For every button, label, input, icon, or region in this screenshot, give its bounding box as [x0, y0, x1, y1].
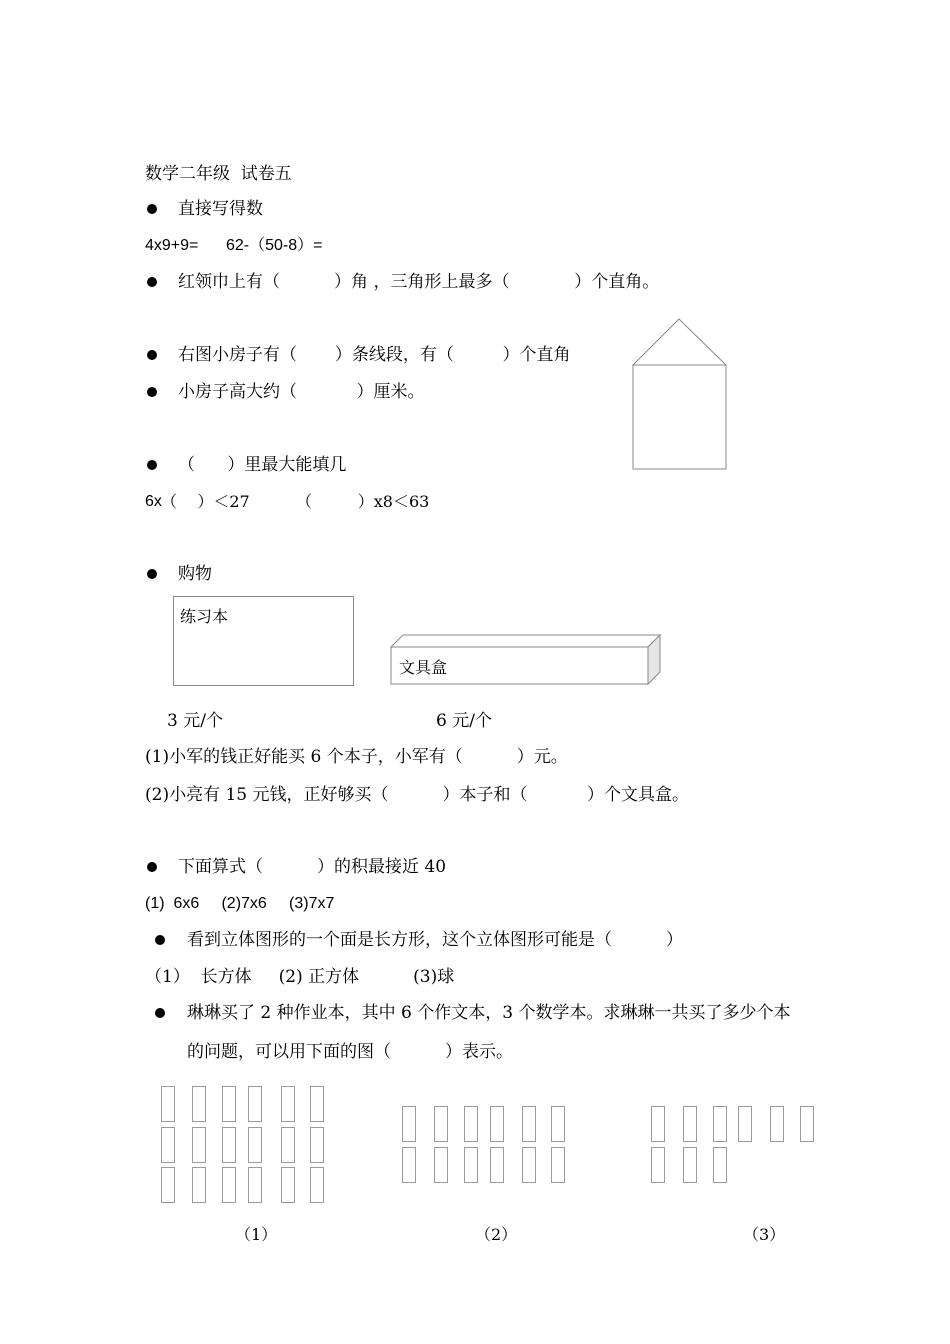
q6-sub1: (1)小军的钱正好能买 6 个本子，小军有（ ）元。 [145, 747, 568, 767]
q6-sub2: (2)小亮有 15 元钱，正好够买（ ）本子和（ ）个文具盒。 [145, 785, 689, 805]
q5-heading: （ ）里最大能填几 [178, 455, 347, 475]
q7-text: 下面算式（ ）的积最接近 40 [178, 857, 447, 877]
notebook-card [464, 1147, 478, 1183]
notebook-card [490, 1147, 504, 1183]
notebook-card [551, 1147, 565, 1183]
notebook-card [281, 1086, 295, 1122]
exercise-book-label: 练习本 [180, 607, 229, 626]
notebook-card [281, 1127, 295, 1163]
house-figure [632, 318, 732, 473]
notebook-card [651, 1106, 665, 1142]
notebook-card [161, 1167, 175, 1203]
figure-2-label: （2） [475, 1225, 518, 1244]
notebook-card [222, 1086, 236, 1122]
q1-heading: 直接写得数 [178, 199, 263, 219]
notebook-card [402, 1147, 416, 1183]
notebook-card [192, 1127, 206, 1163]
notebook-card [738, 1106, 752, 1142]
notebook-card [770, 1106, 784, 1142]
q5-ineq1: （ ）＜27 [161, 492, 250, 511]
bullet-icon [147, 204, 157, 214]
bullet-icon [147, 387, 157, 397]
exercise-book-price: 3 元/个 [167, 711, 223, 731]
q8-text: 看到立体图形的一个面是长方形，这个立体图形可能是（ ） [187, 930, 684, 950]
q9-text-line1: 琳琳买了 2 种作业本，其中 6 个作文本，3 个数学本。求琳琳一共买了多少个本 [187, 1003, 791, 1023]
notebook-card [713, 1147, 727, 1183]
q5-ineq1-prefix: 6x [145, 493, 162, 510]
notebook-card [522, 1106, 536, 1142]
notebook-card [310, 1167, 324, 1203]
bullet-icon [147, 460, 157, 470]
notebook-card [434, 1147, 448, 1183]
notebook-card [713, 1106, 727, 1142]
q1-expr2: 62-（50-8）= [226, 237, 323, 254]
figure-1-label: （1） [235, 1225, 278, 1244]
pencil-box-price: 6 元/个 [436, 711, 492, 731]
notebook-card [192, 1086, 206, 1122]
q7-options: (1) 6x6 (2)7x6 (3)7x7 [145, 895, 335, 912]
pencil-box-label: 文具盒 [399, 658, 448, 677]
notebook-card [464, 1106, 478, 1142]
notebook-card [281, 1167, 295, 1203]
q9-text-line2: 的问题，可以用下面的图（ ）表示。 [187, 1042, 514, 1062]
q8-options: （1） 长方体 (2) 正方体 (3)球 [145, 967, 455, 987]
figure-3-label: （3） [743, 1225, 786, 1244]
notebook-card [248, 1167, 262, 1203]
q4-text: 小房子高大约（ ）厘米。 [178, 382, 425, 402]
notebook-card [248, 1086, 262, 1122]
notebook-card [222, 1127, 236, 1163]
notebook-card [683, 1106, 697, 1142]
q3-text: 右图小房子有（ ）条线段，有（ ）个直角 [178, 345, 571, 365]
bullet-icon [147, 569, 157, 579]
notebook-card [248, 1127, 262, 1163]
bullet-icon [147, 350, 157, 360]
bullet-icon [147, 862, 157, 872]
page-title: 数学二年级 试卷五 [145, 164, 292, 184]
notebook-card [161, 1086, 175, 1122]
bullet-icon [155, 1008, 165, 1018]
notebook-card [402, 1106, 416, 1142]
q1-expr1: 4x9+9= [145, 237, 199, 254]
notebook-card [800, 1106, 814, 1142]
q5-ineq2: （ ）x8＜63 [296, 492, 430, 511]
notebook-card [192, 1167, 206, 1203]
notebook-card [683, 1147, 697, 1183]
q2-text: 红领巾上有（ ）角 ，三角形上最多（ ）个直角。 [178, 272, 660, 292]
notebook-card [434, 1106, 448, 1142]
notebook-card [310, 1086, 324, 1122]
notebook-card [522, 1147, 536, 1183]
notebook-card [222, 1167, 236, 1203]
q6-heading: 购物 [178, 564, 212, 584]
bullet-icon [147, 277, 157, 287]
notebook-card [310, 1127, 324, 1163]
notebook-card [651, 1147, 665, 1183]
notebook-card [490, 1106, 504, 1142]
notebook-card [161, 1127, 175, 1163]
bullet-icon [155, 935, 165, 945]
notebook-card [551, 1106, 565, 1142]
